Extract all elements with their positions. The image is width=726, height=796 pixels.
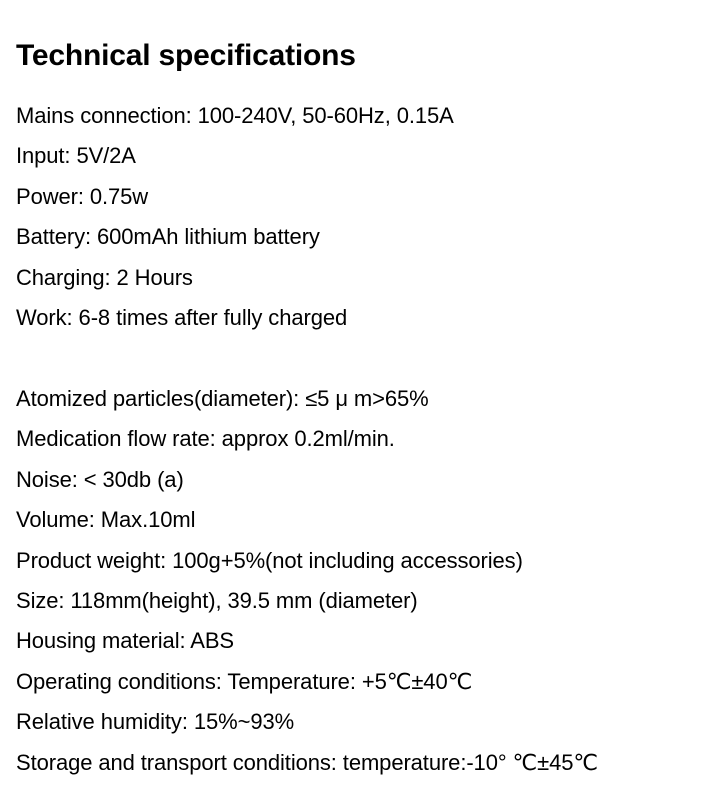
spec-power: Power: 0.75w — [16, 183, 149, 209]
power-specs-group — [16, 96, 716, 338]
spec-medication-flow-rate: Medication flow rate: approx 0.2ml/min. — [16, 426, 395, 452]
spec-atomized-particles: Atomized particles(diameter): ≤5 μ m>65% — [16, 386, 429, 411]
product-specs-group — [16, 379, 716, 783]
spec-product-weight: Product weight: 100g+5%(not including accessories) — [16, 547, 523, 573]
spec-size: Size: 118mm(height), 39.5 mm (diameter) — [16, 587, 418, 613]
spec-volume: Volume: Max.10ml — [16, 507, 196, 533]
spec-input: Input: 5V/2A — [16, 143, 136, 169]
spec-operating-conditions: Operating conditions: Temperature: +5℃±40℃ — [16, 668, 473, 694]
spec-noise: Noise: < 30db (a) — [16, 466, 184, 492]
spec-relative-humidity: Relative humidity: 15%~93% — [16, 709, 295, 735]
spec-work: Work: 6-8 times after fully charged — [16, 304, 348, 330]
spec-storage-transport-conditions: Storage and transport conditions: temperature:-10° ℃±45℃ — [16, 749, 598, 775]
spec-mains-connection: Mains connection: 100-240V, 50-60Hz, 0.15A — [16, 103, 454, 128]
page-title: Technical specifications — [16, 39, 356, 72]
spec-charging: Charging: 2 Hours — [16, 264, 193, 290]
spec-battery: Battery: 600mAh lithium battery — [16, 224, 320, 250]
spec-housing-material: Housing material: ABS — [16, 628, 235, 654]
